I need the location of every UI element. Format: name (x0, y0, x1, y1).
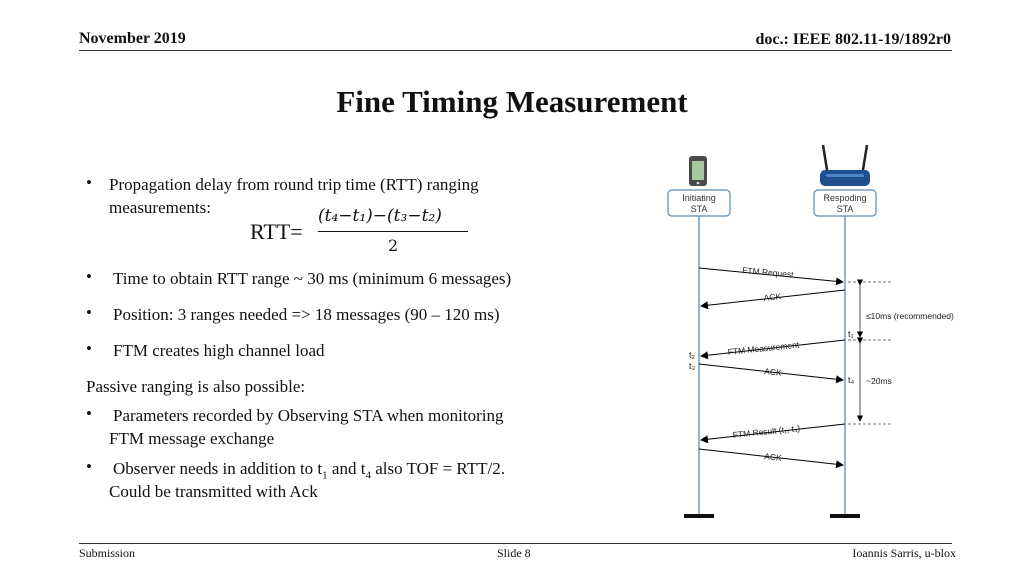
bullet-rtt-line1: Propagation delay from round trip time (RTT) ranging (109, 175, 479, 194)
bullet-observer-line2: Could be transmitted with Ack (109, 482, 318, 501)
bullet-icon: • (86, 267, 92, 286)
initiating-sta-label-2: STA (690, 204, 708, 214)
router-icon (820, 145, 870, 186)
bullet-position: Position: 3 ranges needed => 18 messages (90 – 120 ms) (113, 305, 500, 324)
initiating-sta-label-1: Initiating (682, 193, 716, 203)
timestamp-t4: t₄ (848, 375, 855, 385)
ftm-measurement-label: FTM Measurement (727, 339, 800, 357)
footer-submission: Submission (79, 546, 136, 560)
smartphone-icon (689, 156, 707, 186)
initiating-lifeline-end (684, 514, 714, 518)
ack3-label: ACK (763, 451, 783, 463)
formula-fraction-bar (318, 231, 468, 232)
formula-denominator: 2 (388, 236, 399, 255)
ftm-request-label: FTM Request (741, 265, 795, 280)
observer-text-b: and t (327, 459, 366, 478)
responding-sta-label-2: STA (836, 204, 854, 214)
ftm-sequence-diagram (660, 140, 980, 530)
observer-text-c: also TOF = RTT/2. (370, 459, 505, 478)
timestamp-t3: t₃ (689, 361, 696, 371)
footer-slide-number: Slide 8 (497, 546, 531, 560)
ack2-label: ACK (763, 366, 783, 378)
bullet-rtt-line2: measurements: (109, 198, 211, 217)
observer-sub-1: 1 (322, 469, 328, 482)
timestamp-t1: t₁ (848, 329, 854, 339)
bullet-channel-load: FTM creates high channel load (113, 341, 325, 360)
header-divider (79, 50, 952, 51)
bullet-rtt-time: Time to obtain RTT range ~ 30 ms (minimum 6 messages) (113, 269, 512, 288)
bullet-observing-line1: Parameters recorded by Observing STA when monitoring (113, 406, 504, 425)
footer-author: Ioannis Sarris, u-blox (852, 546, 956, 560)
interval2-label: ~20ms (866, 376, 892, 386)
bullet-observing-line2: FTM message exchange (109, 429, 275, 448)
bullet-icon: • (86, 173, 92, 192)
observer-text-a: Observer needs in addition to t (113, 459, 323, 478)
header-doc-id: doc.: IEEE 802.11-19/1892r0 (755, 31, 951, 48)
responding-lifeline-end (830, 514, 860, 518)
bullet-icon: • (86, 457, 92, 476)
header-date: November 2019 (79, 30, 186, 47)
ack1-label: ACK (763, 291, 782, 303)
passive-ranging-heading: Passive ranging is also possible: (86, 377, 306, 396)
slide-title: Fine Timing Measurement (336, 84, 688, 119)
observer-sub-4: 4 (365, 469, 371, 482)
footer-divider (79, 543, 952, 544)
timestamp-t2: t₂ (689, 350, 695, 360)
formula-numerator: (t₄−t₁)−(t₃−t₂) (318, 206, 442, 226)
bullet-icon: • (86, 339, 92, 358)
ftm-result-label: FTM Result (t₁, t₄) (732, 422, 801, 440)
bullet-icon: • (86, 303, 92, 322)
bullet-icon: • (86, 404, 92, 423)
formula-label: RTT= (250, 219, 303, 244)
interval1-label: ≤10ms (recommended) (866, 311, 954, 321)
responding-sta-label-1: Respoding (823, 193, 867, 203)
